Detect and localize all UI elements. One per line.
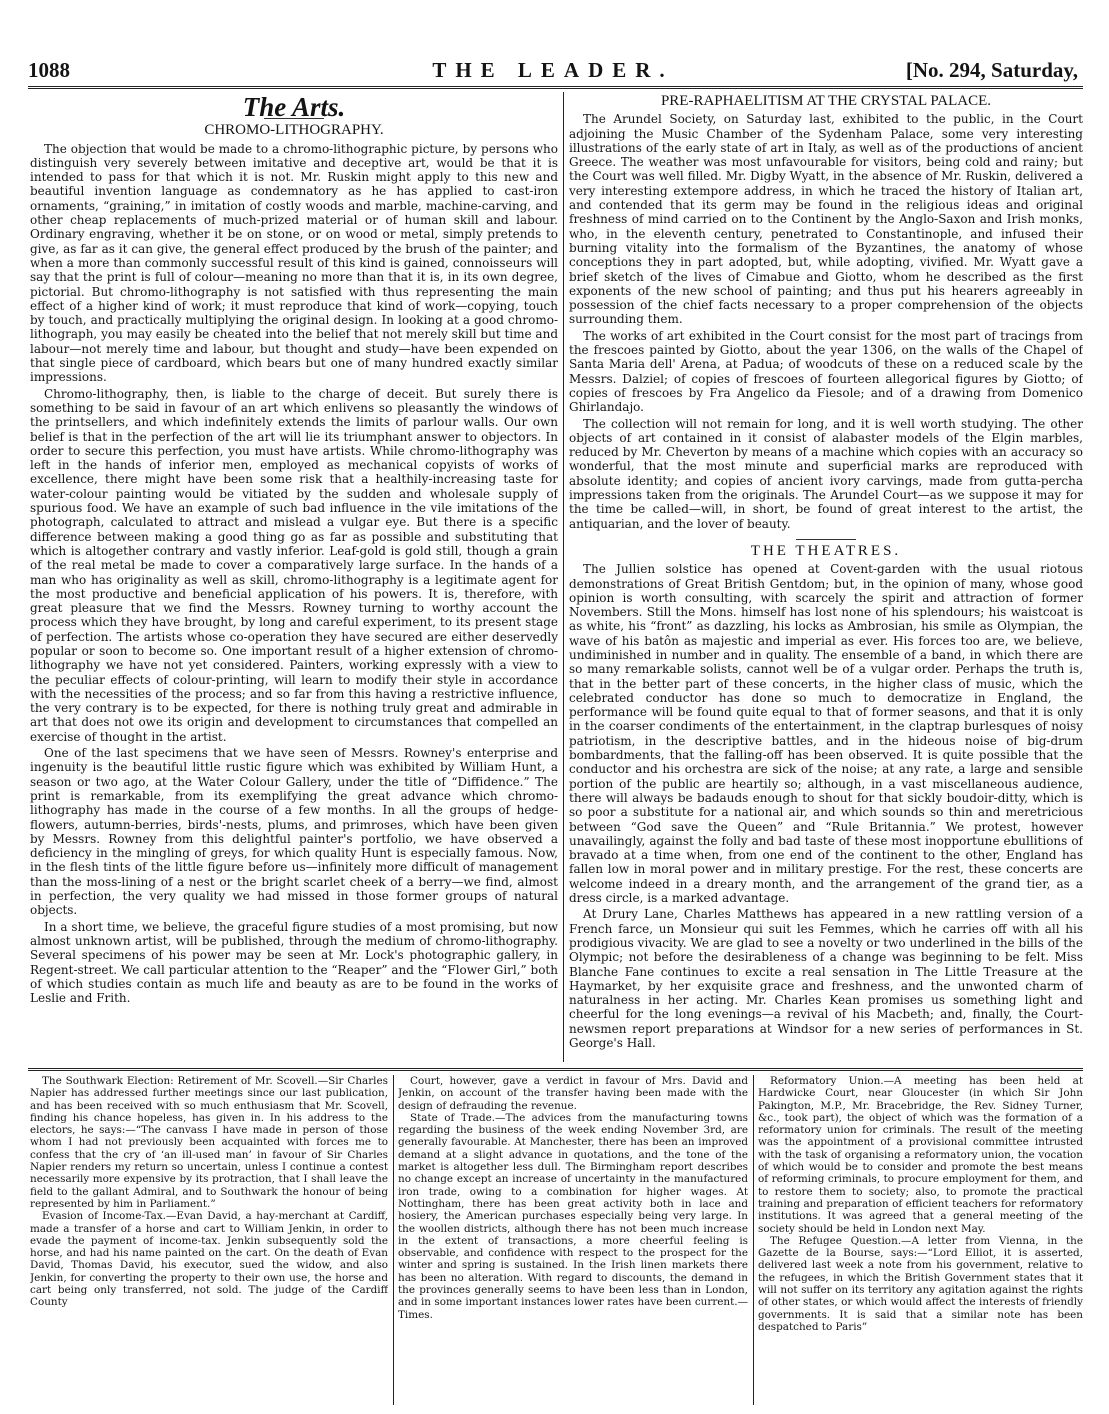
page-number: 1088 xyxy=(28,58,70,82)
arts-paragraph: In a short time, we believe, the graceful figure studies of a most promising, but now almost unknown artist, will be published, through the medium of chromo-lithography. Several specimens of his power may be seen at Mr. Lock's photographic gallery, in Regent-street. We call particular attention to the “Reaper” and the “Flower Girl,” both of which studies contain as much life and beauty as are to be found in the works of Leslie and Frith. xyxy=(30,919,558,1006)
paper-title: THE LEADER. xyxy=(432,58,674,82)
pre-raphaelitism-paragraph: The works of art exhibited in the Court consist for the most part of tracings from the frescoes painted by Giotto, about the year 1306, on the walls of the Chapel of Santa Maria dell' Arena, at Padua; of woodcuts of these on a reduced scale by the Messrs. Dalziel; of copies of frescoes of fourteen allegorical figures by Giotto; of copies of frescoes by Fra Angelico da Fiesole; and of a drawing from Domenico Ghirlandajo. xyxy=(569,328,1083,415)
news-column-2 xyxy=(398,1075,748,1405)
column-divider xyxy=(393,1075,394,1405)
column-divider xyxy=(563,92,564,1062)
page-header xyxy=(28,48,1078,88)
news-item: The Refugee Question.—A letter from Vienna, in the Gazette de la Bourse, says:—“Lord Elliot, it is asserted, delivered last week a note from his government, relative to the refugees, in which the British Government states that it will not suffer on its territory any agitation against the rights of other states, or which would affect the interests of friendly governments. It is said that a similar note has been despatched to Paris” xyxy=(758,1234,1083,1333)
chromo-heading: CHROMO-LITHOGRAPHY. xyxy=(204,122,384,139)
news-item: Court, however, gave a verdict in favour of Mrs. David and Jenkin, on account of the transfer having been made with the design of defrauding the revenue. xyxy=(398,1075,748,1112)
theatres-paragraph: At Drury Lane, Charles Matthews has appeared in a new rattling version of a French farce, un Monsieur qui suit les Femmes, which he carries off with all his prodigious vivacity. We are glad to see a novelty or two underlined in the bills of the Olympic; not before the desirableness of a change was beginning to be felt. Miss Blanche Fane continues to excite a real sensation in The Little Treasure at the Haymarket, by her exquisite grace and freshness, and the unwonted charm of naturalness in her acting. Mr. Charles Kean promises us something light and cheerful for the long evenings—a revival of his Macbeth; and, finally, the Court-newsmen report preparations at Windsor for a new series of performances in St. George's Hall. xyxy=(569,907,1083,1050)
news-item: The Southwark Election: Retirement of Mr. Scovell.—Sir Charles Napier has addressed further meetings since our last publication, and has been received with so much enthusiasm that Mr. Scovell, finding his chance hopeless, has given in. In his address to the electors, he says:—“The canvass I have made in person of those whom I had not previously been acquainted with forces me to confess that the cry of ‘an ill-used man’ in favour of Sir Charles Napier renders my return so uncertain, unless I continue a contest necessarily more expensive by its protraction, that I shall leave the field to the gallant Admiral, and to Southwark the honour of being represented by him in Parliament.” xyxy=(30,1075,388,1210)
arts-section-title: The Arts. xyxy=(242,92,346,122)
news-item: Reformatory Union.—A meeting has been held at Hardwicke Court, near Gloucester (in which Sir John Pakington, M.P., Mr. Bracebridge, the Rev. Sidney Turner, &c., took part), the object of which was the formation of a reformatory union for criminals. The result of the meeting was the appointment of a provisional committee intrusted with the task of organising a reformatory union, the vocation of which would be to consider and promote the best means of reforming criminals, to procure employment for them, and to restore them to society; also, to promote the practical training and preparation of efficient teachers for reformatory institutions. It was agreed that a general meeting of the society should be held in London next May. xyxy=(758,1075,1083,1235)
pre-raphaelitism-paragraph: The collection will not remain for long, and it is well worth studying. The other objects of art contained in it consist of alabaster models of the Elgin marbles, reduced by Mr. Cheverton by means of a machine which copies with an accuracy so wonderful, that the most minute and superficial marks are reproduced with absolute identity; and copies of ancient ivory carvings, made from gutta-percha impressions taken from the originals. The Arundel Court—as we suppose it may for the time be called—will, in short, be found of great interest to the artist, the antiquarian, and the lover of beauty. xyxy=(569,416,1083,531)
news-column-3 xyxy=(758,1075,1083,1405)
arts-paragraph: Chromo-lithography, then, is liable to the charge of deceit. But surely there is something to be said in favour of an art which enlivens so pleasantly the windows of the printsellers, and which indefinitely extends the limits of parlour walls. Our own belief is that in the perfection of the art will lie its triumphant answer to objectors. In order to secure this perfection, you must have artists. While chromo-lithography was left in the hands of inferior men, employed as mechanical copyists of works of excellence, there might have been some risk that a healthily-increasing taste for water-colour painting would be vitiated by the sudden and wholesale supply of spurious food. We have an example of such bad influence in the vile imitations of the photograph, calculated to attract and mislead a vulgar eye. But there is a specific difference between making a good thing go as far as possible and substituting that which is altogether contrary and vastly inferior. Leaf-gold is gold still, though a grain of the real metal be made to cover a comparatively large surface. In the hands of a man who has originality as well as skill, chromo-lithography is a legitimate agent for the most productive and beneficial application of his powers. It is, therefore, with great pleasure that we find the Messrs. Rowney turning to worthy account the process which they have brought, by long and careful experiment, to its present stage of perfection. The artists whose co-operation they have secured are either deservedly popular or soon to become so. One important result of a higher extension of chromo-lithography we have not yet considered. Painters, working expressly with a view to the peculiar effects of colour-printing, will learn to modify their style in accordance with the necessities of the process; and so far from this having a restrictive influence, the very contrary is to be expected, for there is nothing truly great and admirable in art that does not owe its origin and development to circumstances that compelled an exercise of thought in the artist. xyxy=(30,386,558,744)
pre-raphaelitism-paragraph: The Arundel Society, on Saturday last, exhibited to the public, in the Court adjoining the Music Chamber of the Sydenham Palace, some very interesting illustrations of the early state of art in Italy, as well as of the productions of ancient Greece. The weather was most unfavourable for visitors, being cold and rainy; but the Court was well filled. Mr. Digby Wyatt, in the absence of Mr. Ruskin, delivered a very interesting extempore address, in which he traced the history of Italian art, and contended that its germ may be found in the religious ideas and original freshness of mind carried on to the Continent by the Anglo-Saxon and Irish monks, who, in the eleventh century, penetrated to Constantinople, and infused their burning vitality into the formalism of the Byzantines, the anatomy of whose conceptions they in part adopted, but, while adopting, vivified. Mr. Wyatt gave a brief sketch of the lives of Cimabue and Giotto, whom he described as the first exponents of the new school of painting; and thus put his hearers agreeably in possession of the chief facts necessary to a proper comprehension of the objects surrounding them. xyxy=(569,112,1083,327)
column-divider xyxy=(753,1075,754,1405)
pre-raphaelitism-heading: PRE-RAPHAELITISM AT THE CRYSTAL PALACE. xyxy=(660,93,992,109)
arts-column xyxy=(30,92,558,1062)
news-item: Evasion of Income-Tax.—Evan David, a hay-merchant at Cardiff, made a transfer of a horse and cart to William Jenkin, in order to evade the payment of income-tax. Jenkin subsequently sold the horse, and had his name painted on the cart. On the death of Evan David, Thomas David, his executor, sued the widow, and also Jenkin, for converting the property to their own use, the horse and cart being only transferred, not sold. The judge of the Cardiff County xyxy=(30,1210,388,1309)
bottom-section-rule xyxy=(28,1068,1083,1071)
theatres-heading: THE THEATRES. xyxy=(750,542,902,559)
arts-paragraph: The objection that would be made to a chromo-lithographic picture, by persons who distinguish very severely between imitative and deceptive art, would be that it is intended to pass for that which it is not. Mr. Ruskin might apply to this new and beautiful invention language as condemnatory as he has applied to cast-iron ornaments, “graining,” in imitation of costly woods and marble, machine-carving, and other cheap replacements of much-prized material or of human skill and labour. Ordinary engraving, whether it be on stone, or on wood or metal, simply pretends to give, as far as it can give, the general effect produced by the brush of the painter; and when a more than commonly successful result of this kind is gained, connoisseurs will say that the print is full of colour—meaning no more than that it is, in its own degree, pictorial. But chromo-lithography is not satisfied with thus representing the main effect of a higher kind of work; it must reproduce that kind of work—copying, touch by touch, and practically multiplying the original design. In looking at a good chromo-lithograph, you may easily be cheated into the belief that not merely skill but time and labour—not merely time and labour, but thought and study—have been expended on that single piece of cardboard, which bears but one of many hundred exactly similar impressions. xyxy=(30,141,558,385)
issue-label: [No. 294, Saturday, xyxy=(905,58,1078,82)
header-rule xyxy=(28,86,1083,89)
news-column-1 xyxy=(30,1075,388,1405)
news-item: State of Trade.—The advices from the manufacturing towns regarding the business of the week ending November 3rd, are generally favourable. At Manchester, there has been an improved demand at a slight advance in quotations, and the tone of the market is altogether less dull. The Birmingham report describes no change except an increase of uncertainty in the manufactured iron trade, owing to a combination for higher wages. At Nottingham, there has been great activity both in lace and hosiery, the American purchases especially being very large. In the woollen districts, although there has not been much increase in the extent of transactions, a more cheerful feeling is observable, and confidence with respect to the prospect for the winter and spring is sustained. In the Irish linen markets there has been no alteration. With regard to discounts, the demand in the provinces generally seems to have been less than in London, and in some important instances lower rates have been current.—Times. xyxy=(398,1111,748,1321)
section-rule xyxy=(796,539,856,540)
right-column xyxy=(569,92,1083,1062)
arts-paragraph: One of the last specimens that we have seen of Messrs. Rowney's enterprise and ingenuity is the beautiful little rustic figure which was exhibited by William Hunt, a season or two ago, at the Water Colour Gallery, under the title of “Diffidence.” The print is remarkable, from its exemplifying the great advance which chromo-lithography has made in the course of a few months. In all the groups of hedge-flowers, autumn-berries, birds'-nests, plums, and primroses, which have been given by Messrs. Rowney from this delightful painter's portfolio, we have observed a deficiency in the mingling of greys, for which quality Hunt is especially famous. Now, in the flesh tints of the little figure before us—infinitely more difficult of management than the moss-lining of a nest or the bright scarlet cheek of a berry—we find, almost in perfection, the very quality we had missed in those former groups of natural objects. xyxy=(30,746,558,918)
theatres-paragraph: The Jullien solstice has opened at Covent-garden with the usual riotous demonstrations of Great British Gentdom; but, in the opinion of many, whose good opinion is worth consulting, with scarcely the spirit and attraction of former Novembers. Still the Mons. himself has lost none of his splendours; his waistcoat is as white, his “front” as dazzling, his locks as Ambrosian, his smile as Olympian, the wave of his batôn as majestic and imperial as ever. His forces too are, we believe, undiminished in number and in quality. The ensemble of a band, in which there are so many remarkable solists, cannot well be of a vulgar order. Perhaps the truth is, that in the better part of these concerts, in the higher class of music, which the celebrated conductor has done so much to democratize in England, the performance will be found quite equal to that of former seasons, and that it is only in the coarser condiments of the entertainment, in the claptrap burlesques of noisy patriotism, in the descriptive battles, and in the hideous noise of big-drum bombardments, that the falling-off has been observed. It is quite possible that the conductor and his orchestra are sick of the noise; at any rate, a large and sensible portion of the public are heartily so; although, in a vast miscellaneous audience, there will always be badauds enough to shout for that sickly boudoir-ditty, which is so poor a substitute for a national air, and which sounds so thin and meretricious between “God save the Queen” and “Rule Britannia.” We protest, however unavailingly, against the folly and bad taste of these most inopportune ebullitions of bravado at a time when, from one end of the continent to the other, England has fallen low in moral power and in military prestige. For the rest, these concerts are welcome indeed in a dreary month, and the arrangement of the grand tier, as a dress circle, is a marked advantage. xyxy=(569,562,1083,906)
